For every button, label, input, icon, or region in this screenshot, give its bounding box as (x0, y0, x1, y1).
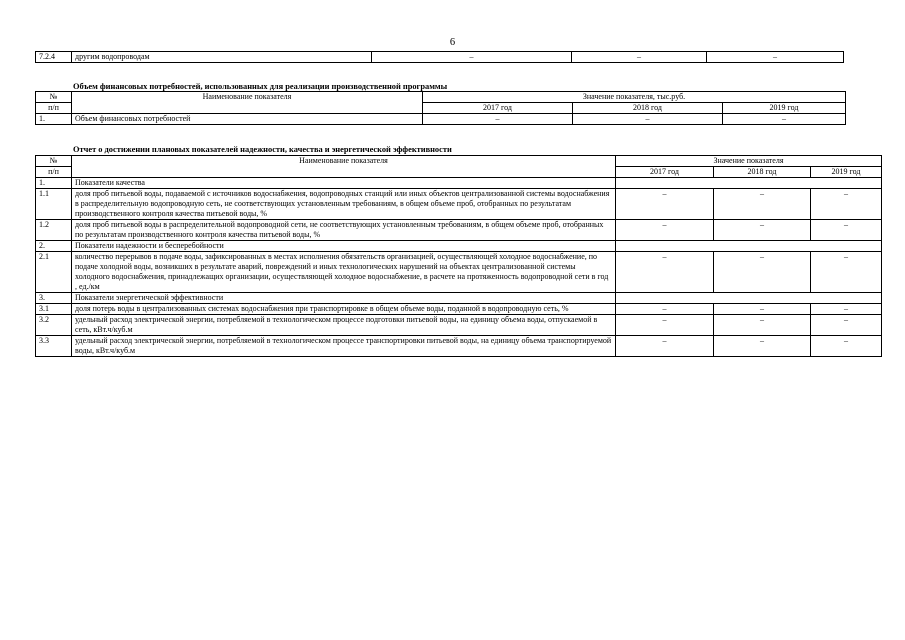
value-cell: – (714, 336, 811, 357)
page-number: 6 (449, 37, 456, 48)
value-cell: – (616, 252, 714, 293)
value-cell: – (616, 189, 714, 220)
row-number: 2.1 (36, 252, 72, 293)
report-table (35, 155, 882, 357)
value-cell: – (707, 52, 844, 63)
value-cell: – (811, 252, 882, 293)
value-cell: – (616, 220, 714, 241)
row-number: 7.2.4 (36, 52, 72, 63)
header-row (36, 92, 846, 103)
value-cell: – (714, 252, 811, 293)
row-number: 1.2 (36, 220, 72, 241)
row-name: доля потерь воды в централизованных системах водоснабжения при транспортировке в общем объеме воды, поданной в водопроводную сеть, % (72, 304, 616, 315)
empty-value-cell (616, 178, 882, 189)
row-name: удельный расход электрической энергии, потребляемой в технологическом процессе подготовки питьевой воды, на единицу объема воды, отпускаемой в сеть, кВт.ч/куб.м (72, 315, 616, 336)
value-cell: – (811, 315, 882, 336)
value-cell: – (616, 315, 714, 336)
finance-table-title: Объем финансовых потребностей, использованных для реализации производственной программы (73, 82, 448, 91)
table-row (36, 315, 882, 336)
report-table-title: Отчет о достижении плановых показателей надежности, качества и энергетической эффективности (73, 145, 452, 154)
header-name: Наименование показателя (72, 92, 423, 114)
table-row (36, 114, 846, 125)
row-name: другим водопроводам (72, 52, 372, 63)
header-year: 2019 год (723, 103, 846, 114)
header-year: 2017 год (616, 167, 714, 178)
row-name: удельный расход электрической энергии, потребляемой в технологическом процессе транспортировки питьевой воды, на единицу объема транспортируемой воды, кВт.ч/куб.м (72, 336, 616, 357)
row-number: 3.2 (36, 315, 72, 336)
header-num: № (36, 92, 72, 103)
value-cell: – (714, 189, 811, 220)
row-name: доля проб питьевой воды, подаваемой с источников водоснабжения, водопроводных станций или иных объектов централизованной системы водоснабжения в распределительную водопроводную сеть, не соответствующих установленным требованиям, в общем объеме проб, отобранных по результатам производственного контроля качества питьевой воды, % (72, 189, 616, 220)
row-number: 3. (36, 293, 72, 304)
value-cell: – (714, 304, 811, 315)
row-number: 1. (36, 178, 72, 189)
section-row (36, 178, 882, 189)
previous-table-tail (35, 51, 844, 63)
section-name: Показатели энергетической эффективности (72, 293, 616, 304)
value-cell: – (811, 220, 882, 241)
value-cell: – (811, 304, 882, 315)
value-cell: – (616, 304, 714, 315)
header-year: 2018 год (714, 167, 811, 178)
header-year: 2017 год (423, 103, 573, 114)
value-cell: – (811, 336, 882, 357)
value-cell: – (811, 189, 882, 220)
row-number: 2. (36, 241, 72, 252)
report-body (36, 178, 882, 357)
row-name: доля проб питьевой воды в распределительной водопроводной сети, не соответствующих установленным требованиям, в общем объеме проб, отобранных по результатам производственного контроля качества питьевой воды, % (72, 220, 616, 241)
section-name: Показатели качества (72, 178, 616, 189)
table-row (36, 336, 882, 357)
value-cell: – (572, 52, 707, 63)
table-row (36, 189, 882, 220)
header-value: Значение показателя (616, 156, 882, 167)
value-cell: – (714, 220, 811, 241)
value-cell: – (372, 52, 572, 63)
row-number: 3.3 (36, 336, 72, 357)
section-row (36, 293, 882, 304)
section-row (36, 241, 882, 252)
header-name: Наименование показателя (72, 156, 616, 178)
empty-value-cell (616, 293, 882, 304)
section-name: Показатели надежности и бесперебойности (72, 241, 616, 252)
value-cell: – (714, 315, 811, 336)
row-name: Объем финансовых потребностей (72, 114, 423, 125)
value-cell: – (723, 114, 846, 125)
value-cell: – (573, 114, 723, 125)
value-cell: – (616, 336, 714, 357)
table-row (36, 304, 882, 315)
row-name: количество перерывов в подаче воды, зафиксированных в местах исполнения обязательств организацией, осуществляющей холодное водоснабжение, по подаче холодной воды, возникших в результате аварий, повреждений и иных технологических нарушений на объектах централизованной системы холодного водоснабжения, принадлежащих организации, осуществляющей холодное водоснабжение, в расчете на протяженность водопроводной сети в год , ед./км (72, 252, 616, 293)
header-num-2: п/п (36, 167, 72, 178)
finance-table (35, 91, 846, 125)
row-number: 1. (36, 114, 72, 125)
table-row (36, 220, 882, 241)
empty-value-cell (616, 241, 882, 252)
header-num-2: п/п (36, 103, 72, 114)
table-row (36, 52, 844, 63)
header-value: Значение показателя, тыс.руб. (423, 92, 846, 103)
table-row (36, 252, 882, 293)
row-number: 1.1 (36, 189, 72, 220)
header-row (36, 156, 882, 167)
row-number: 3.1 (36, 304, 72, 315)
header-year: 2019 год (811, 167, 882, 178)
header-year: 2018 год (573, 103, 723, 114)
value-cell: – (423, 114, 573, 125)
header-num: № (36, 156, 72, 167)
